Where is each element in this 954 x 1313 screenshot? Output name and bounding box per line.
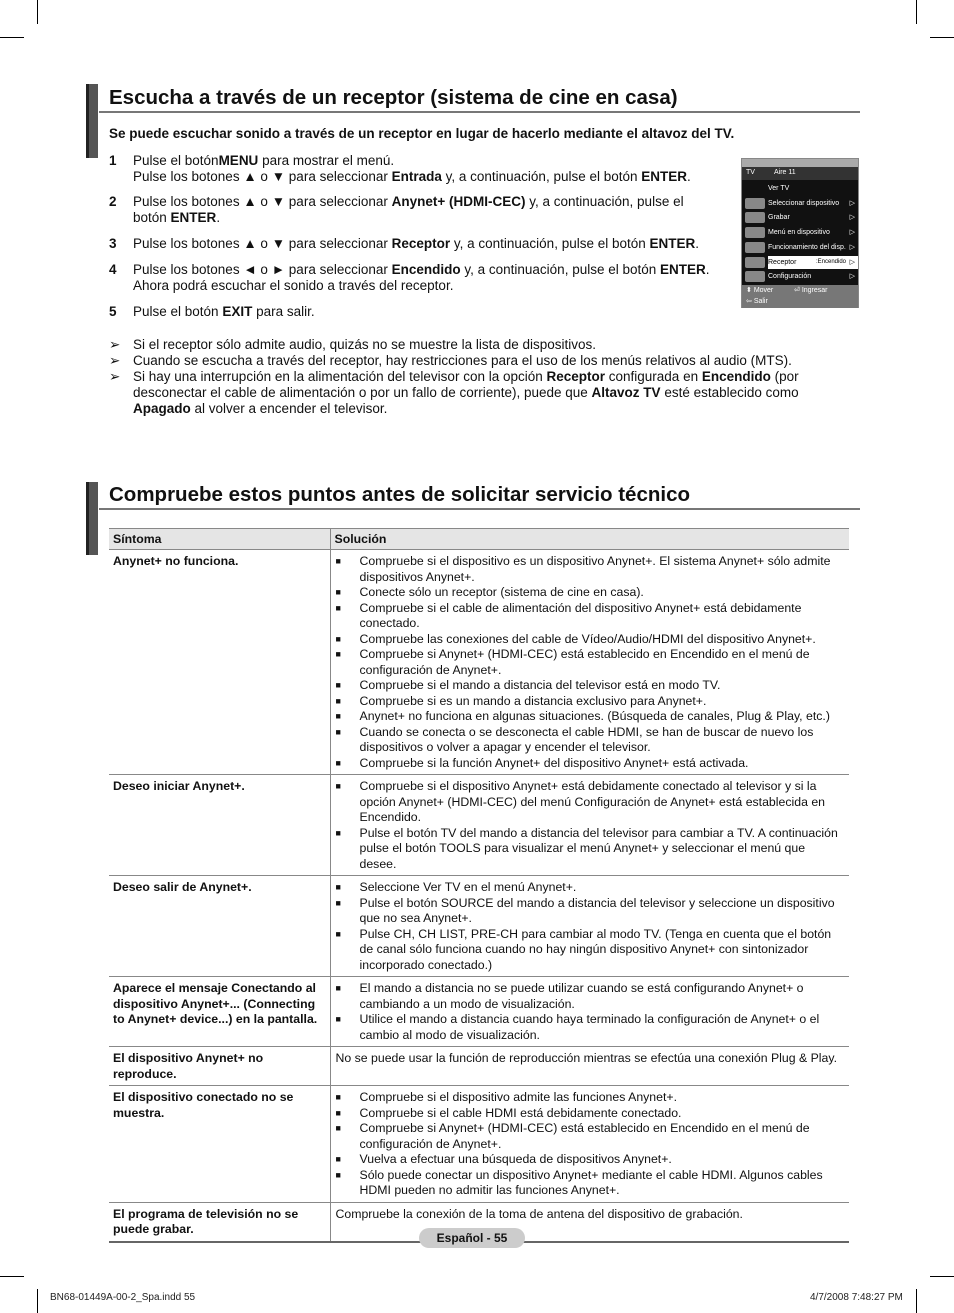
section-rule (99, 111, 860, 113)
tv-menu-item-label: Menú en dispositivo (768, 229, 830, 237)
symptom-cell: Deseo iniciar Anynet+. (109, 775, 330, 876)
solution-item: ■ Compruebe si Anynet+ (HDMI-CEC) está establecido en Encendido en el menú de configuración de Anynet+. (336, 1121, 846, 1152)
tv-menu-item-label: Funcionamiento del disp. (768, 243, 846, 251)
solution-text: No se puede usar la función de reproducción mientras se efectúa una conexión Plug & Play. (335, 1051, 838, 1065)
symptom-cell: El programa de televisión no se puede grabar. (109, 1202, 330, 1242)
troubleshooting-table (109, 528, 849, 1243)
crop-mark (930, 37, 954, 38)
tv-menu-item-icon (745, 212, 765, 223)
tv-menu-exit: ⇦ Salir (746, 298, 768, 305)
step-number: 2 (109, 194, 117, 209)
tv-menu-arrow-icon: ▷ (849, 229, 855, 237)
solution-list (336, 554, 846, 771)
solution-cell (330, 1086, 849, 1203)
tv-menu-item-label: Grabar (768, 214, 790, 222)
tv-menu-item-icon (745, 257, 765, 268)
step-text: Pulse el botónMENU para mostrar el menú. Pulse los botones ▲ o ▼ para seleccionar Entrada y, a continuación, pulse el botón ENTER. (133, 153, 691, 184)
tv-menu-screenshot (741, 158, 859, 308)
page-number: Español - 55 (419, 1228, 525, 1248)
solution-cell (330, 977, 849, 1047)
step-text: Pulse los botones ▲ o ▼ para seleccionar Receptor y, a continuación, pulse el botón ENTER. (133, 236, 700, 251)
step-text: Pulse los botones ▲ o ▼ para seleccionar Anynet+ (HDMI-CEC) y, a continuación, pulse el botón ENTER. (133, 194, 684, 225)
step-number: 1 (109, 153, 117, 168)
section-lead: Se puede escuchar sonido a través de un receptor en lugar de hacerlo mediante el altavoz del TV. (109, 126, 735, 141)
tv-menu-item-value: :Encendido (816, 258, 847, 265)
crop-mark (37, 0, 38, 24)
solution-item: ■ Vuelva a efectuar una búsqueda de dispositivos Anynet+. (336, 1152, 846, 1168)
tv-menu-item (768, 197, 858, 210)
step-number: 4 (109, 262, 117, 277)
crop-mark (0, 1276, 24, 1277)
tv-menu-item-label: Ver TV (768, 185, 790, 192)
solution-cell (330, 876, 849, 977)
solution-item: ■ Anynet+ no funciona en algunas situaciones. (Búsqueda de canales, Plug & Play, etc.) (336, 709, 846, 725)
solution-item: ■ Seleccione Ver TV en el menú Anynet+. (336, 880, 846, 896)
solution-item: ■ Pulse el botón TV del mando a distancia del televisor para cambiar a TV. A continuación pulse el botón TOOLS para visualizar el menú Anynet+ y seleccionar el menú que desee. (336, 826, 846, 873)
section-title: Compruebe estos puntos antes de solicitar servicio técnico (109, 483, 690, 506)
note-item (109, 369, 829, 417)
solution-item: ■ Compruebe si Anynet+ (HDMI-CEC) está establecido en Encendido en el menú de configuración de Anynet+. (336, 647, 846, 678)
note-text: Si el receptor sólo admite audio, quizás no se muestre la lista de dispositivos. (133, 337, 596, 352)
solution-item: ■ Pulse el botón SOURCE del mando a distancia del televisor y seleccione un dispositivo que no sea Anynet+. (336, 896, 846, 927)
tv-menu-source: TV (746, 169, 755, 176)
solution-item: ■ Compruebe si la función Anynet+ del dispositivo Anynet+ está activada. (336, 756, 846, 772)
solution-item: ■ Compruebe si el cable HDMI está debidamente conectado. (336, 1106, 846, 1122)
solution-list (336, 1090, 846, 1199)
table-row (109, 1047, 849, 1086)
tv-menu-arrow-icon: ▷ (849, 273, 855, 281)
tv-menu-item-label: Receptor (768, 258, 797, 266)
table-row (109, 1086, 849, 1203)
note-text: Cuando se escucha a través del receptor, hay restricciones para el uso de los menús relativos al audio (MTS). (133, 353, 792, 368)
tv-menu-channel: Aire 11 (774, 169, 796, 176)
tv-menu-arrow-icon: ▷ (849, 199, 855, 207)
solution-item: ■ Sólo puede conectar un dispositivo Anynet+ mediante el cable HDMI. Algunos cables HDMI pueden no admitir las funciones Anynet+. (336, 1168, 846, 1199)
step-text: Pulse los botones ◄ o ► para seleccionar Encendido y, a continuación, pulse el botón ENTER. Ahora podrá escuchar el sonido a través del receptor. (133, 262, 710, 293)
tv-menu-item (768, 182, 858, 195)
section-marker (86, 84, 98, 158)
solution-list (336, 981, 846, 1043)
tv-menu-arrow-icon: ▷ (849, 214, 855, 222)
imprint-file: BN68-01449A-00-2_Spa.indd 55 (50, 1292, 196, 1303)
solution-item: ■ Compruebe si el mando a distancia del televisor está en modo TV. (336, 678, 846, 694)
tv-menu-header (742, 167, 858, 180)
note-text: Si hay una interrupción en la alimentación del televisor con la opción Receptor configurada en Encendido (por desconectar el cable de alimentación o por un fallo de corriente), puede que Altavoz TV esté establecido como Apagado al volver a encender el televisor. (133, 369, 799, 416)
tv-menu-arrow-icon: ▷ (849, 258, 855, 266)
solution-cell (330, 550, 849, 775)
solution-list (336, 880, 846, 973)
column-header-solution: Solución (330, 529, 849, 550)
crop-mark (0, 37, 24, 38)
note-arrow-icon: ➢ (109, 369, 121, 384)
crop-mark (37, 1289, 38, 1313)
tv-menu-footer (742, 285, 858, 308)
symptom-cell: Anynet+ no funciona. (109, 550, 330, 775)
solution-cell (330, 775, 849, 876)
solution-cell (330, 1047, 849, 1086)
solution-item: ■ Compruebe las conexiones del cable de Vídeo/Audio/HDMI del dispositivo Anynet+. (336, 632, 846, 648)
table-row (109, 977, 849, 1047)
imprint-date: 4/7/2008 7:48:27 PM (810, 1292, 903, 1303)
tv-menu-item (768, 256, 858, 269)
solution-item: ■ Compruebe si el cable de alimentación del dispositivo Anynet+ está debidamente conectado. (336, 601, 846, 632)
column-header-symptom: Síntoma (109, 529, 330, 550)
solution-item: ■ Cuando se conecta o se desconecta el cable HDMI, se han de buscar de nuevo los dispositivos o volver a apagar y encender el televisor. (336, 725, 846, 756)
tv-menu-item-icon (745, 198, 765, 209)
tv-menu-item (768, 211, 858, 224)
solution-item: ■ El mando a distancia no se puede utilizar cuando se está configurando Anynet+ o cambiando a un modo de visualización. (336, 981, 846, 1012)
note-arrow-icon: ➢ (109, 337, 121, 352)
tv-menu-item-label: Seleccionar dispositivo (768, 199, 840, 207)
tv-menu-item (768, 270, 858, 283)
solution-item: ■ Utilice el mando a distancia cuando haya terminado la configuración de Anynet+ o el cambio al modo de visualización. (336, 1012, 846, 1043)
crop-mark (930, 1276, 954, 1277)
symptom-cell: El dispositivo Anynet+ no reproduce. (109, 1047, 330, 1086)
solution-item: ■ Compruebe si el dispositivo admite las funciones Anynet+. (336, 1090, 846, 1106)
tv-menu-item-icon (745, 227, 765, 238)
note-item (109, 337, 829, 353)
crop-mark (916, 1289, 917, 1313)
section-rule (99, 508, 860, 510)
solution-item: ■ Compruebe si el dispositivo Anynet+ está debidamente conectado al televisor y si la opción Anynet+ (HDMI-CEC) del menú Configuración de Anynet+ está establecida en Encendido. (336, 779, 846, 826)
solution-item: ■ Conecte sólo un receptor (sistema de cine en casa). (336, 585, 846, 601)
tv-menu-item (768, 226, 858, 239)
solution-item: ■ Compruebe si es un mando a distancia exclusivo para Anynet+. (336, 694, 846, 710)
tv-menu-enter: ⏎ Ingresar (794, 287, 828, 294)
tv-menu-item-label: Configuración (768, 273, 812, 281)
tv-menu-arrow-icon: ▷ (849, 243, 855, 251)
symptom-cell: Deseo salir de Anynet+. (109, 876, 330, 977)
solution-list (336, 779, 846, 872)
solution-item: ■ Pulse CH, CH LIST, PRE-CH para cambiar al modo TV. (Tenga en cuenta que el botón de canal sólo funciona cuando no hay ningún dispositivo Anynet+ con sintonizador incorporado conectado.) (336, 927, 846, 974)
solution-item: ■ Compruebe si el dispositivo es un dispositivo Anynet+. El sistema Anynet+ sólo admite dispositivos Anynet+. (336, 554, 846, 585)
step-number: 3 (109, 236, 117, 251)
table-row (109, 876, 849, 977)
solution-text: Compruebe la conexión de la toma de antena del dispositivo de grabación. (335, 1206, 743, 1221)
solution-cell (330, 1202, 849, 1242)
symptom-cell: El dispositivo conectado no se muestra. (109, 1086, 330, 1203)
tv-menu-item-icon (745, 242, 765, 253)
crop-mark (916, 0, 917, 24)
step-text: Pulse el botón EXIT para salir. (133, 304, 315, 319)
note-item (109, 353, 829, 369)
symptom-cell: Aparece el mensaje Conectando al dispositivo Anynet+... (Connecting to Anynet+ device...) en la pantalla. (109, 977, 330, 1047)
section-title: Escucha a través de un receptor (sistema de cine en casa) (109, 86, 678, 109)
tv-menu-item (768, 241, 858, 254)
tv-menu-move: ⬍ Mover (746, 287, 774, 294)
tv-menu-item-icon (745, 271, 765, 282)
note-arrow-icon: ➢ (109, 353, 121, 368)
table-row (109, 550, 849, 775)
step-number: 5 (109, 304, 117, 319)
table-row (109, 775, 849, 876)
section-marker (86, 482, 98, 555)
